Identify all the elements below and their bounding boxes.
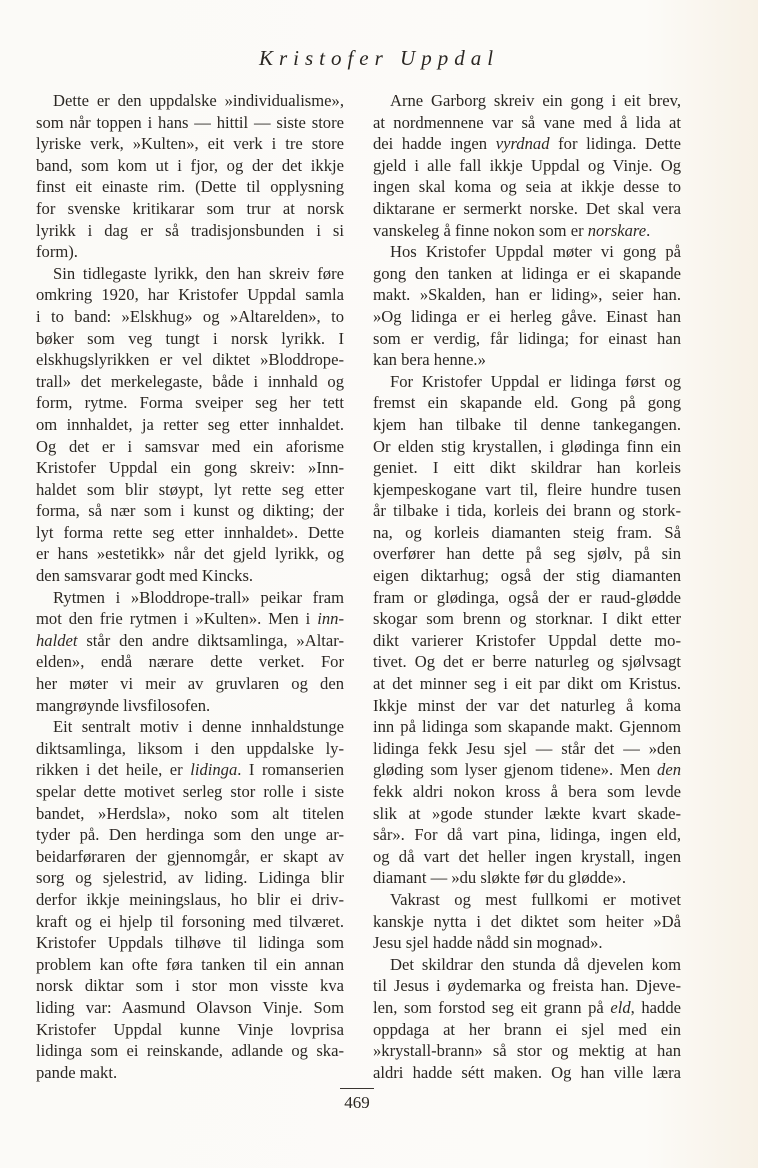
- text-line: lyrikk i dag er så tradisjonsbunden i si: [36, 220, 344, 240]
- italic-emphasis: haldet: [36, 630, 78, 650]
- paragraph: [36, 90, 344, 263]
- text-line: slik at »gode stunder lækte kvart skade-: [373, 803, 681, 823]
- italic-emphasis: vyrdnad: [495, 134, 550, 154]
- text-line: som når toppen i hans — hittil — siste store: [36, 112, 344, 132]
- text-line: spelar dette motivet serleg stor rolle i siste: [36, 782, 344, 801]
- text-line: [373, 997, 681, 1019]
- text-line: inn på lidinga som skapande makt. Gjennom: [373, 717, 681, 737]
- text-line: na, og korleis diamanten steig fram. Så: [373, 522, 681, 542]
- text-line: fremst ein skapande eld. Gong på gong: [373, 393, 681, 413]
- text-line: norsk diktar som i stor mon visste kva: [36, 976, 344, 996]
- text-segment: . I romanserien: [237, 760, 344, 780]
- text-line: kjem han tilbake til denne tankegangen.: [373, 414, 681, 434]
- text-line: aldri hadde sétt maken. Og han ville læra: [373, 1062, 681, 1082]
- left-column: [36, 90, 344, 1083]
- text-line: tyder på. Den herdinga som den unge ar-: [36, 825, 344, 845]
- text-line: [373, 759, 681, 781]
- italic-emphasis: lidinga: [190, 760, 238, 780]
- text-line: diamant — »du sløkte før du glødde».: [373, 868, 627, 888]
- paragraph: [373, 90, 681, 241]
- text-line: kan bera henne.»: [373, 350, 486, 370]
- text-line: Jesu sjel hadde nådd sin mognad».: [373, 933, 603, 953]
- text-line: kraft og ei hjelp til forsoning med tilværet.: [36, 911, 344, 931]
- text-line: pande makt.: [36, 1062, 118, 1082]
- text-line: gjeld i alle fall ikkje Uppdal og Vinje. Og: [373, 155, 681, 175]
- text-line: kanskje nytta i det diktet som heiter »Då: [373, 911, 681, 931]
- text-line: Kristofer Uppdals tilhøve til lidinga som: [36, 933, 344, 953]
- text-line: kjempeskogane vart til, fleire hundre tusen: [373, 479, 681, 499]
- text-segment: .: [646, 220, 651, 240]
- text-line: bøker som veg tungt i norsk lyrikk. I: [36, 328, 344, 348]
- text-line: gong den tanken at lidinga er ei skapande: [373, 263, 681, 283]
- italic-emphasis: norskare: [587, 220, 647, 240]
- text-line: Vakrast og mest fullkomi er motivet: [390, 889, 681, 909]
- text-line: lidinga fekk Jesu sjel — står det — »den: [373, 738, 681, 758]
- paragraph: [36, 263, 344, 587]
- text-line: lidinga som ei reinskande, adlande og ska-: [36, 1041, 344, 1061]
- text-line: til Jesus i øydemarka og freista han. Djeve-: [373, 976, 681, 996]
- text-line: diktsamlinga, liksom i den uppdalske ly-: [36, 738, 344, 758]
- text-line: form, rytme. Forma sveiper seg her tett: [36, 393, 344, 413]
- text-line: Hos Kristofer Uppdal møter vi gong på: [390, 242, 681, 262]
- text-line: diktarane er sermerkt norske. Det skal vera: [373, 198, 681, 218]
- text-segment: for lidinga. Dette: [549, 134, 681, 154]
- text-segment: rikken i det heile, er: [36, 760, 191, 780]
- text-line: her møter vi meir av gruvlaren og den: [36, 674, 344, 694]
- italic-emphasis: den: [657, 760, 681, 780]
- text-line: [373, 220, 681, 242]
- text-line: »krystall-brann» så stor og mektig at han: [373, 1041, 681, 1061]
- text-line: Dette er den uppdalske »individualisme»,: [53, 91, 344, 110]
- text-line: mangrøynde livsfilosofen.: [36, 695, 211, 715]
- text-line: dikt varierer Kristofer Uppdal dette mo-: [373, 630, 681, 650]
- text-line: i to band: »Elskhug» og »Altarelden», to: [36, 306, 344, 326]
- text-line: Sin tidlegaste lyrikk, den han skreiv føre: [53, 263, 344, 283]
- text-line: liding var: Aasmund Olavson Vinje. Som: [36, 997, 344, 1017]
- italic-emphasis: inn-: [317, 609, 344, 629]
- text-line: elskhugslyrikken er vel diktet »Bloddrope-: [36, 350, 344, 370]
- text-line: Kristofer Uppdal kunne Vinje lovprisa: [36, 1019, 344, 1039]
- text-segment: gløding som lyser gjenom tidene». Men: [373, 760, 658, 780]
- text-line: trall» det merkelegaste, både i innhald og: [36, 371, 344, 391]
- text-line: skogar som brenn og storknar. I dikt etter: [373, 609, 681, 629]
- text-line: lyt forma rette seg etter innhaldet». Dette: [36, 522, 344, 542]
- text-line: band, som kom ut i fjor, og der det ikkje: [36, 155, 344, 175]
- text-line: »Og lidinga er ei herleg gåve. Einast han: [373, 306, 681, 326]
- text-line: omkring 1920, har Kristofer Uppdal samla: [36, 285, 344, 305]
- text-line: fekk aldri nokon kross å bera som levde: [373, 782, 681, 801]
- text-line: som er verdig, får lidinga; for einast han: [373, 328, 681, 348]
- text-line: fram or glødinga, også der er raud-glødde: [373, 587, 681, 607]
- text-line: problem kan ofte føra tanken til ein annan: [36, 954, 344, 974]
- text-line: Ikkje minst der var det naturleg å koma: [373, 695, 681, 715]
- text-line: og då vart det heller ingen krystall, ingen: [373, 846, 681, 866]
- text-line: elden», endå nærare dette verket. For: [36, 652, 344, 672]
- text-line: Arne Garborg skreiv ein gong i eit brev,: [390, 91, 681, 110]
- text-segment: står den andre diktsamlinga, »Altar-: [77, 630, 344, 650]
- text-line: sår». For då vart pina, lidinga, ingen eld,: [373, 825, 681, 845]
- italic-emphasis: eld: [610, 997, 631, 1017]
- text-line: Og det er i samsvar med ein aforisme: [36, 436, 344, 456]
- text-line: om innhaldet, ja retter seg etter innhaldet.: [36, 414, 344, 434]
- text-line: geniet. I eitt dikt skildrar han korleis: [373, 458, 681, 478]
- text-line: for svenske kritikarar som trur at norsk: [36, 198, 344, 218]
- paragraph: [373, 889, 681, 954]
- text-segment: , hadde: [630, 997, 681, 1017]
- text-line: Rytmen i »Bloddrope-trall» peikar fram: [53, 587, 344, 607]
- text-line: den samsvarar godt med Kincks.: [36, 566, 254, 586]
- text-line: forma, så nær som i kunst og dikting; der: [36, 501, 344, 521]
- text-line: Or elden stig krystallen, i glødinga finn ein: [373, 436, 681, 456]
- text-line: [36, 630, 344, 652]
- text-line: år tilbake i tida, korleis dei brann og stork-: [373, 501, 681, 521]
- text-line: beidarføraren der gjennomgår, er skapt av: [36, 846, 344, 866]
- text-line: at nordmennene var så vane med å lida at: [373, 112, 681, 132]
- text-line: lyriske verk, »Kulten», eit verk i tre store: [36, 134, 344, 154]
- text-line: [36, 608, 344, 630]
- text-line: at det minner seg i eit par dikt om Kristus.: [373, 674, 681, 694]
- text-line: derfor ikkje meiningslaus, ho blir ei driv-: [36, 889, 344, 909]
- text-line: [373, 133, 681, 155]
- text-segment: len, som forstod seg eit grann på: [373, 997, 611, 1017]
- text-line: ingen skal koma og seia at ikkje desse to: [373, 177, 681, 197]
- text-segment: dei hadde ingen: [373, 134, 496, 154]
- right-column: [373, 90, 681, 1083]
- text-line: haldet som blir støypt, lyt rette seg etter: [36, 479, 344, 499]
- paragraph: [373, 371, 681, 889]
- text-line: eigen diktarhug; også der stig diamanten: [373, 566, 681, 586]
- paragraph: [373, 954, 681, 1084]
- paragraph: [36, 716, 344, 1083]
- text-line: sorg og sjelestrid, av liding. Lidinga blir: [36, 868, 344, 888]
- page-number: 469: [344, 1093, 370, 1112]
- text-line: finst eit einaste rim. (Dette til opplysning: [36, 177, 344, 197]
- text-segment: vanskeleg å finne nokon som er: [373, 220, 588, 240]
- text-line: er hans »estetikk» når det gjeld lyrikk, og: [36, 544, 344, 564]
- text-line: For Kristofer Uppdal er lidinga først og: [390, 371, 681, 391]
- text-line: Eit sentralt motiv i denne innhaldstunge: [53, 717, 344, 737]
- running-head-title: Kristofer Uppdal: [258, 46, 500, 70]
- text-line: form).: [36, 242, 78, 262]
- text-line: oppdaga at her brann ei sjel med ein: [373, 1019, 681, 1039]
- text-line: bandet, »Herdsla», noko som alt titelen: [36, 803, 344, 823]
- text-line: Kristofer Uppdal ein gong skreiv: »Inn-: [36, 458, 344, 478]
- page-number-rule: [340, 1088, 374, 1089]
- text-segment: mot den frie rytmen i »Kulten». Men i: [36, 609, 318, 629]
- text-line: overfører han dette på seg sjølv, på sin: [373, 544, 681, 564]
- text-line: tivet. Og det er berre naturleg og sjølvsagt: [373, 652, 681, 672]
- text-line: [36, 759, 344, 781]
- paragraph: [373, 241, 681, 371]
- text-line: makt. »Skalden, han er liding», seier han.: [373, 285, 681, 305]
- text-line: Det skildrar den stunda då djevelen kom: [390, 954, 681, 974]
- paragraph: [36, 587, 344, 717]
